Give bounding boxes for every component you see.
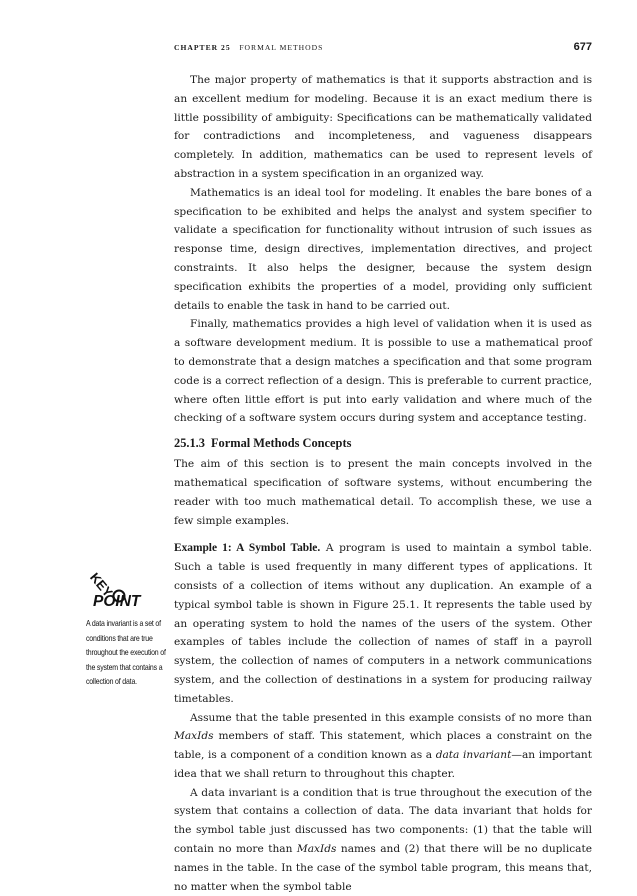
maxids-term: MaxIds (174, 730, 214, 743)
text-run: Assume that the table presented in this example consists of no more than (190, 711, 592, 724)
chapter-title: FORMAL METHODS (239, 43, 324, 52)
paragraph: Mathematics is an ideal tool for modeling. It enables the bare bones of a specification to be exhibited and helps the analyst and system specifier to validate a specification for functionality without intrusion of such issues as response time, design directives, implementation directives, and project constraints. It also helps the designer, because the system design specification exhibits the properties of a model, providing only sufficient details to enable the task in hand to be carried out. (174, 186, 592, 312)
paragraph (174, 784, 592, 896)
text-run: —an important idea that we shall return to throughout this chapter. (174, 749, 592, 780)
text-run: names and (2) that there will be no duplicate names in the table. In the case of the symbol table program, this means that, no matter when the symbol table (174, 843, 592, 893)
paragraph: The major property of mathematics is that it supports abstraction and is an excellent medium for modeling. Because it is an exact medium there is little possibility of ambiguity: Specifications can be mathematically validated for contradictions and incompleteness, and vagueness disappears completely. In addition, mathematics can be used to represent levels of abstraction in a system specification in an organized way. (174, 74, 592, 180)
maxids-term: MaxIds (296, 843, 337, 856)
section-heading (174, 434, 592, 452)
running-head (174, 42, 592, 56)
section-intro: The aim of this section is to present the main concepts involved in the mathematical specification of software systems, without encumbering the reader with too much mathematical detail. To accomplish these, we use a few simple examples. (174, 458, 592, 527)
margin-note: A data invariant is a set of conditions that are true throughout the execution of the system that contains a collection of data. (86, 619, 166, 687)
paragraph (174, 709, 592, 784)
chapter-number: CHAPTER 25 (174, 43, 231, 52)
data-invariant-term: data invariant (435, 749, 512, 762)
example-paragraph (174, 539, 592, 708)
section-title: Formal Methods Concepts (210, 436, 352, 451)
page-number: 677 (573, 41, 592, 53)
badge-bottom-text: POINT (93, 593, 141, 610)
example-label: Example 1: A Symbol Table. (174, 542, 321, 555)
body-text (174, 71, 592, 896)
section-number: 25.1.3 (174, 436, 205, 451)
text-run: A data invariant is a condition that is true throughout the execution of the system that contains a collection of data. The data invariant that holds for the symbol table just discussed has two components: (1) that the table will contain no more than (174, 786, 592, 856)
example-text: A program is used to maintain a symbol table. Such a table is used frequently in many different types of applications. It consists of a collection of items without any duplication. An example of a typical symbol table is shown in Figure 25.1. It represents the table used by an operating system to hold the names of the users of the system. Other examples of tables include the collection of names of staff in a payroll system, the collection of names of computers in a network communications system, and the collection of destinations in a system for producing railway timetables. (174, 542, 592, 705)
key-icon (83, 568, 173, 610)
chapter-label (174, 43, 323, 52)
key-point-badge (83, 568, 173, 610)
badge-top-text: KEY (87, 569, 116, 600)
paragraph: Finally, mathematics provides a high level of validation when it is used as a software development medium. It is possible to use a mathematical proof to demonstrate that a design matches a specification and that some program code is a correct reflection of a design. This is preferable to current practice, where often little effort is put into early validation and where much of the checking of a software system occurs during system and acceptance testing. (174, 318, 592, 425)
text-run: members of staff. This statement, which places a constraint on the table, is a component of a condition known as a (174, 730, 592, 762)
